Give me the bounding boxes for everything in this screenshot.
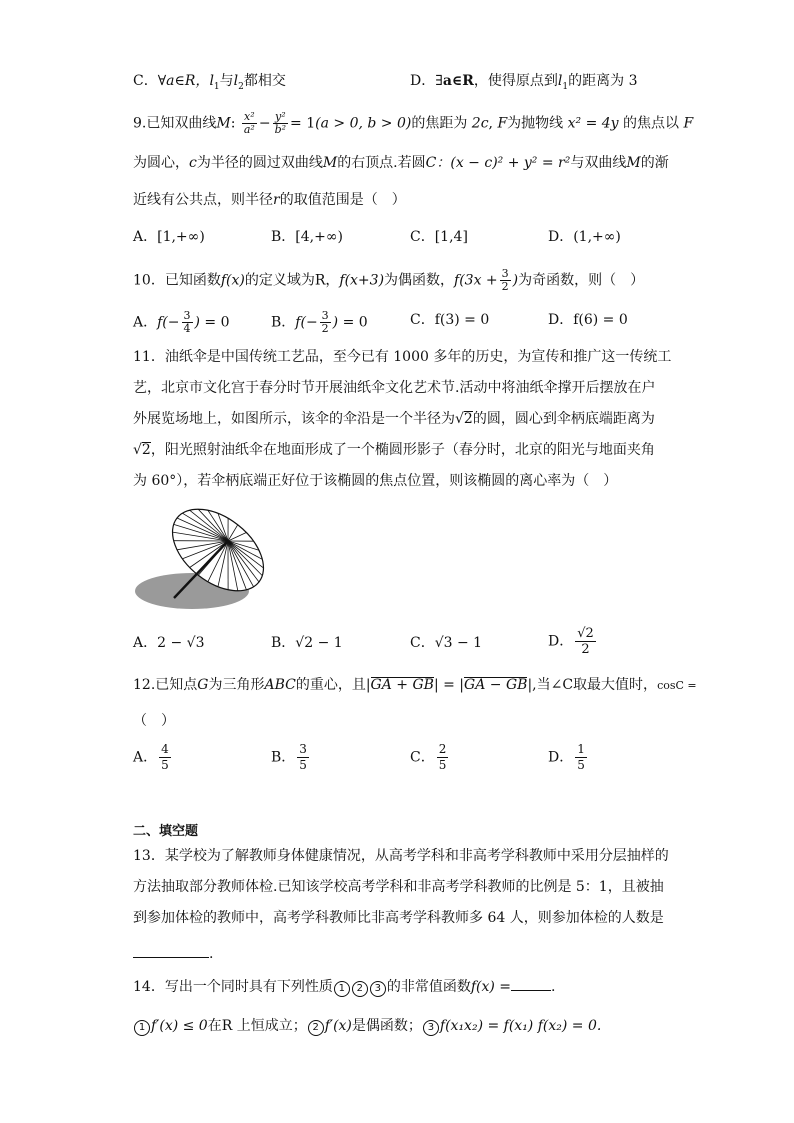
q9-2c: 2c [471, 115, 489, 132]
q8-optd-text-a: D．∃ [410, 73, 443, 89]
q11-option-d [548, 626, 598, 657]
q11-line-1: 11．油纸伞是中国传统工艺品，至今已有 1000 多年的历史，为宣传和推广这一传统工 [133, 349, 672, 365]
q12-line-1: 12.已知点G为三角形ABC的重心，且|GA + GB| = |GA − GB|,当∠C取最大值时，cosC = [133, 677, 697, 693]
q10-frac-3-2: $\frac{3}{2}$ [501, 267, 509, 293]
q13-line-1: 13．某学校为了解教师身体健康情况，从高考学科和非高考学科教师中采用分层抽样的 [133, 848, 669, 864]
q12-l1-pre: 12.已知点 [133, 677, 198, 693]
q9-M2: M [322, 155, 338, 171]
q12-cosC: cosC = [657, 679, 697, 692]
q8-optd-l1: l [557, 73, 563, 89]
q10-optb-label: B． [271, 314, 296, 331]
q8-optd-text-b: a∈R [442, 73, 474, 89]
q10-option-c: C．f(3) = 0 [410, 312, 490, 328]
q10-option-a: A．f(− $\frac{3}{4}$ ) = 0 [133, 309, 230, 335]
q8-option-d: D．∃a∈R，使得原点到$l_1$的距离为 3 [410, 73, 638, 92]
q9-C: C [425, 155, 437, 171]
q13-line-4 [133, 943, 213, 964]
q9-r: r [273, 192, 280, 208]
q10-line-1 [133, 268, 644, 293]
q9-number: 9. [133, 115, 147, 132]
q14-line-2 [133, 1016, 601, 1036]
q9-hyperbola-x-frac: $\frac{\text{x²}}{\text{a²}}$ [243, 110, 255, 136]
q9-l2-post: 与双曲线 [570, 155, 627, 171]
q9-hyperbola-y-frac: $\frac{\text{y²}}{\text{b²}}$ [274, 110, 287, 136]
q9-circle-eq: ：(x − c)² + y² = r² [436, 155, 571, 171]
q10-opta-frac: $\frac{3}{4}$ [183, 309, 191, 335]
q11-option-a: A．2 − √3 [133, 635, 205, 651]
q8-optc-text-a: C．∀ [133, 73, 167, 89]
q11-l3-pre: 外展览场地上，如图所示，该伞的伞沿是一个半径为 [133, 411, 455, 427]
q11-l3-post: 的圆，圆心到伞柄底端距离为 [472, 411, 655, 427]
q9-l2-pre: 为圆心， [133, 155, 189, 171]
q9-l1-end: 的焦点以 [623, 115, 680, 132]
section-title: 二、填空题 [133, 824, 199, 839]
q9-option-a: A．[1,+∞) [133, 229, 205, 245]
q13-line-3: 到参加体检的教师中，高考学科教师比非高考学科教师多 64 人，则参加体检的人数是 [133, 910, 664, 926]
q14-l1-pre: 14．写出一个同时具有下列性质 [133, 979, 333, 995]
q14-answer-blank[interactable] [511, 976, 551, 991]
q9-line-3 [133, 190, 406, 210]
q10-optb-post: = 0 [342, 314, 368, 331]
q9-l3-pre: 近线有公共点，则半径 [133, 192, 273, 208]
circled-2: 2 [352, 981, 368, 997]
q12-G: G [197, 677, 209, 693]
umbrella-figure [130, 505, 270, 615]
q14-l1-mid: 的非常值函数 [386, 979, 471, 995]
q9-M: M [216, 115, 231, 132]
q9-l2-mid2: 的右顶点.若圆 [337, 155, 426, 171]
q14-line-1 [133, 976, 555, 997]
q10-l1-pre: 10．已知函数 [133, 272, 221, 289]
q9-option-c: C．[1,4] [410, 229, 468, 245]
q9-l2-end: 的渐 [640, 155, 669, 171]
q10-f3x-b: ) [512, 272, 519, 289]
q12-l1-post: ,当∠C取最大值时， [532, 677, 658, 693]
q11-line-2: 艺，北京市文化宫于春分时节开展油纸伞文化艺术节.活动中将油纸伞撑开后摆放在户 [133, 380, 656, 396]
circled-3-b: 3 [423, 1020, 439, 1036]
q10-f3x-a: f(3x + [454, 272, 498, 289]
q12-equals: = [443, 677, 455, 693]
q9-l1-post: 的焦距为 [411, 115, 468, 132]
q11-line-3: 外展览场地上，如图所示，该伞的伞沿是一个半径为√2的圆，圆心到伞柄底端距离为 [133, 411, 655, 427]
q12-ABC: ABC [264, 677, 296, 693]
q9-condition: (a > 0, b > 0) [315, 115, 412, 132]
q10-fx3: f(x+3) [339, 272, 385, 289]
q9-option-d: D．(1,+∞) [548, 229, 621, 245]
q9-line-1: 9.已知双曲线M: $\frac{\text{x²}}{\text{a²}}$ − $\frac{\text{y²}}{\text{b²}}$ = 1(a > 0, b > 0)的焦距为 2c, F为抛物线 x² = 4y 的焦点以 F [133, 110, 694, 136]
q11-optd-frac: $\frac{√2}{2}$ [577, 626, 594, 657]
q13-end: . [209, 946, 214, 962]
q11-l4-post: ，阳光照射油纸伞在地面形成了一个椭圆形影子（春分时，北京的阳光与地面夹角 [150, 442, 655, 458]
q12-vector-diff: GA − GB [464, 677, 528, 693]
q11-sqrt-2-b: 2 [141, 442, 151, 458]
q10-l1-mid: 的定义域为R， [244, 272, 340, 289]
q12-option-d: D． $\frac{1}{5}$ [548, 742, 585, 772]
q13-line-2: 方法抽取部分教师体检.已知该学校高考学科和非高考学科教师的比例是 5：1，且被抽 [133, 879, 664, 895]
q10-opta-label: A． [133, 314, 158, 331]
q14-prop2-expr: f′(x) [324, 1018, 352, 1034]
circled-1: 1 [334, 981, 350, 997]
q9-l2-mid: 为半径的圆过双曲线 [196, 155, 323, 171]
q9-F: F [497, 115, 508, 132]
q11-option-c: C．√3 − 1 [410, 635, 483, 651]
q11-line-5: 为 60°），若伞柄底端正好位于该椭圆的焦点位置，则该椭圆的离心率为（ ） [133, 473, 618, 489]
q11-optd-label: D． [548, 633, 574, 650]
q12-line-2: （ ） [133, 713, 175, 729]
q11-sqrt-2-a: 2 [463, 411, 473, 427]
q12-l1-mid: 为三角形 [208, 677, 265, 693]
q8-option-c: C．∀a∈R，$l_1$与$l_2$都相交 [133, 73, 286, 92]
q10-option-d: D．f(6) = 0 [548, 312, 628, 328]
q10-optb-frac: $\frac{3}{2}$ [321, 309, 329, 335]
q14-fx: f(x) = [470, 979, 512, 995]
q9-l1-mid: 为抛物线 [507, 115, 564, 132]
q8-optc-l1: l [209, 73, 214, 89]
q9-l3-post: 的取值范围是（ ） [279, 192, 406, 208]
q12-option-b: B． $\frac{3}{5}$ [271, 742, 307, 772]
q12-option-a: A． $\frac{4}{5}$ [133, 742, 169, 772]
q14-end: . [551, 979, 556, 995]
q9-option-b: B．[4,+∞) [271, 229, 343, 245]
q8-optc-text-f: 都相交 [243, 73, 286, 89]
q8-optc-text-b: a∈R， [166, 73, 210, 89]
q12-l1-mid2: 的重心，且 [295, 677, 366, 693]
q10-l1-post: 为奇函数，则（ ） [518, 272, 645, 289]
q10-l1-mid2: 为偶函数， [384, 272, 455, 289]
circled-2-b: 2 [308, 1020, 324, 1036]
q10-fx: f(x) [220, 272, 245, 289]
q12-vector-sum: GA + GB [370, 677, 434, 693]
q8-optd-text-c: ，使得原点到 [473, 73, 558, 89]
q9-parabola: x² = 4y [567, 115, 619, 132]
q14-prop1-expr: f′(x) ≤ 0 [151, 1018, 208, 1034]
q10-opta-post: = 0 [204, 314, 230, 331]
q11-option-b: B．√2 − 1 [271, 635, 343, 651]
q8-optc-text-d: 与 [219, 73, 234, 89]
q14-prop1-text: 在R 上恒成立； [207, 1018, 307, 1034]
q8-optc-l2: l [233, 73, 239, 89]
q9-c: c [189, 155, 197, 171]
q9-M3: M [626, 155, 641, 171]
q14-prop3-expr: f(x₁x₂) = f(x₁) f(x₂) = 0. [439, 1018, 602, 1034]
q14-prop2-text: 是偶函数； [351, 1018, 422, 1034]
q13-answer-blank[interactable] [133, 943, 209, 958]
q9-F2: F [683, 115, 694, 132]
circled-1-b: 1 [134, 1020, 150, 1036]
q9-l1-pre: 已知双曲线 [146, 115, 217, 132]
q12-option-c: C． $\frac{2}{5}$ [410, 742, 447, 772]
q10-option-b: B．f(− $\frac{3}{2}$ ) = 0 [271, 309, 368, 335]
q11-line-4: √2，阳光照射油纸伞在地面形成了一个椭圆形影子（春分时，北京的阳光与地面夹角 [133, 442, 655, 458]
q9-line-2 [133, 153, 669, 173]
circled-3: 3 [370, 981, 386, 997]
q8-optd-text-e: 的距离为 3 [568, 73, 638, 89]
